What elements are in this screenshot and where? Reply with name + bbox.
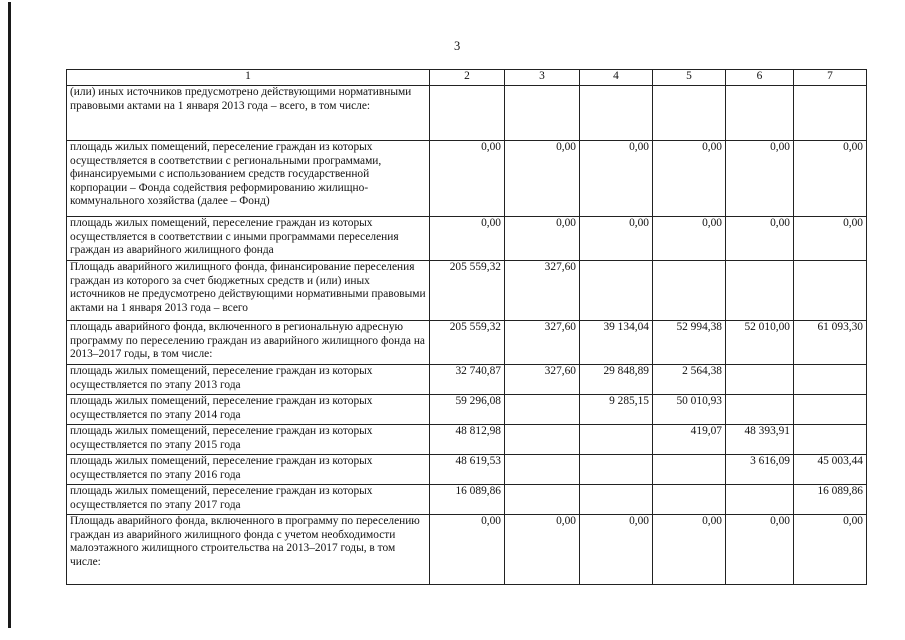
value-cell: 0,00 [794, 217, 867, 261]
value-cell [653, 261, 726, 321]
value-cell: 61 093,30 [794, 321, 867, 365]
value-cell [505, 425, 580, 455]
row-description: (или) иных источников предусмотрено действующими нормативными правовыми актами на 1 января 2013 года – всего, в том числе: [67, 86, 430, 141]
value-cell: 48 619,53 [430, 455, 505, 485]
value-cell: 39 134,04 [580, 321, 653, 365]
value-cell: 52 010,00 [726, 321, 794, 365]
row-description: площадь жилых помещений, переселение граждан из которых осуществляется по этапу 2017 года [67, 485, 430, 515]
value-cell [580, 425, 653, 455]
row-description: Площадь аварийного фонда, включенного в программу по переселению граждан из аварийного жилищного фонда с учетом необходимости малоэтажного жилищного строительства на 2013–2017 годы, в том числе: [67, 515, 430, 585]
value-cell: 327,60 [505, 365, 580, 395]
value-cell [430, 86, 505, 141]
value-cell [653, 455, 726, 485]
value-cell: 205 559,32 [430, 321, 505, 365]
value-cell [726, 485, 794, 515]
value-cell: 59 296,08 [430, 395, 505, 425]
value-cell: 0,00 [430, 141, 505, 217]
table-row [67, 86, 867, 141]
value-cell: 327,60 [505, 321, 580, 365]
value-cell: 0,00 [505, 217, 580, 261]
value-cell: 16 089,86 [430, 485, 505, 515]
table-row [67, 141, 867, 217]
table-row [67, 217, 867, 261]
value-cell: 0,00 [726, 515, 794, 585]
value-cell: 0,00 [794, 141, 867, 217]
row-description: Площадь аварийного жилищного фонда, финансирование переселения граждан из которого за счет бюджетных средств и (или) иных источников не предусмотрено действующими нормативными правовыми актами на 1 января 2013 года – всего [67, 261, 430, 321]
table-row [67, 515, 867, 585]
value-cell: 50 010,93 [653, 395, 726, 425]
value-cell [794, 425, 867, 455]
value-cell [505, 395, 580, 425]
value-cell [653, 86, 726, 141]
value-cell [794, 395, 867, 425]
row-description: площадь жилых помещений, переселение граждан из которых осуществляется в соответствии с региональными программами, финансируемыми с использованием средств государственной корпорации – Фонда содействия реформированию жилищно-коммунального хозяйства (далее – Фонд) [67, 141, 430, 217]
table-row [67, 455, 867, 485]
header-row [67, 70, 867, 86]
row-description: площадь жилых помещений, переселение граждан из которых осуществляется по этапу 2013 года [67, 365, 430, 395]
value-cell: 52 994,38 [653, 321, 726, 365]
value-cell: 0,00 [430, 217, 505, 261]
table-row [67, 365, 867, 395]
value-cell: 0,00 [505, 141, 580, 217]
value-cell [505, 86, 580, 141]
value-cell: 45 003,44 [794, 455, 867, 485]
value-cell [794, 261, 867, 321]
value-cell: 0,00 [580, 515, 653, 585]
row-description: площадь жилых помещений, переселение граждан из которых осуществляется по этапу 2016 года [67, 455, 430, 485]
value-cell [726, 365, 794, 395]
column-header: 2 [430, 70, 505, 86]
column-header: 7 [794, 70, 867, 86]
value-cell [726, 261, 794, 321]
page-number: 3 [454, 39, 461, 53]
value-cell: 48 393,91 [726, 425, 794, 455]
value-cell [580, 86, 653, 141]
value-cell [726, 86, 794, 141]
value-cell: 0,00 [794, 515, 867, 585]
row-description: площадь жилых помещений, переселение граждан из которых осуществляется по этапу 2015 года [67, 425, 430, 455]
table-row [67, 425, 867, 455]
value-cell: 48 812,98 [430, 425, 505, 455]
table-row [67, 395, 867, 425]
value-cell: 205 559,32 [430, 261, 505, 321]
value-cell: 0,00 [580, 217, 653, 261]
column-header: 5 [653, 70, 726, 86]
value-cell [794, 86, 867, 141]
page-edge-bar [8, 2, 11, 628]
value-cell [580, 455, 653, 485]
value-cell [653, 485, 726, 515]
value-cell [505, 485, 580, 515]
column-header: 4 [580, 70, 653, 86]
value-cell: 0,00 [653, 217, 726, 261]
column-header: 3 [505, 70, 580, 86]
value-cell: 0,00 [653, 141, 726, 217]
row-description: площадь жилых помещений, переселение граждан из которых осуществляется по этапу 2014 года [67, 395, 430, 425]
value-cell [580, 261, 653, 321]
value-cell [726, 395, 794, 425]
value-cell: 0,00 [430, 515, 505, 585]
value-cell: 419,07 [653, 425, 726, 455]
value-cell: 0,00 [726, 141, 794, 217]
table-row [67, 321, 867, 365]
table-row [67, 261, 867, 321]
value-cell [580, 485, 653, 515]
value-cell: 327,60 [505, 261, 580, 321]
value-cell: 0,00 [653, 515, 726, 585]
value-cell: 3 616,09 [726, 455, 794, 485]
column-header: 1 [67, 70, 430, 86]
value-cell: 32 740,87 [430, 365, 505, 395]
table-row [67, 485, 867, 515]
value-cell: 29 848,89 [580, 365, 653, 395]
column-header: 6 [726, 70, 794, 86]
value-cell: 9 285,15 [580, 395, 653, 425]
row-description: площадь аварийного фонда, включенного в региональную адресную программу по переселению граждан из аварийного жилищного фонда на 2013–2017 годы, в том числе: [67, 321, 430, 365]
data-table [66, 69, 867, 585]
row-description: площадь жилых помещений, переселение граждан из которых осуществляется в соответствии с иными программами переселения граждан из аварийного жилищного фонда [67, 217, 430, 261]
value-cell: 0,00 [726, 217, 794, 261]
value-cell: 16 089,86 [794, 485, 867, 515]
value-cell: 2 564,38 [653, 365, 726, 395]
value-cell: 0,00 [580, 141, 653, 217]
value-cell [794, 365, 867, 395]
value-cell: 0,00 [505, 515, 580, 585]
value-cell [505, 455, 580, 485]
